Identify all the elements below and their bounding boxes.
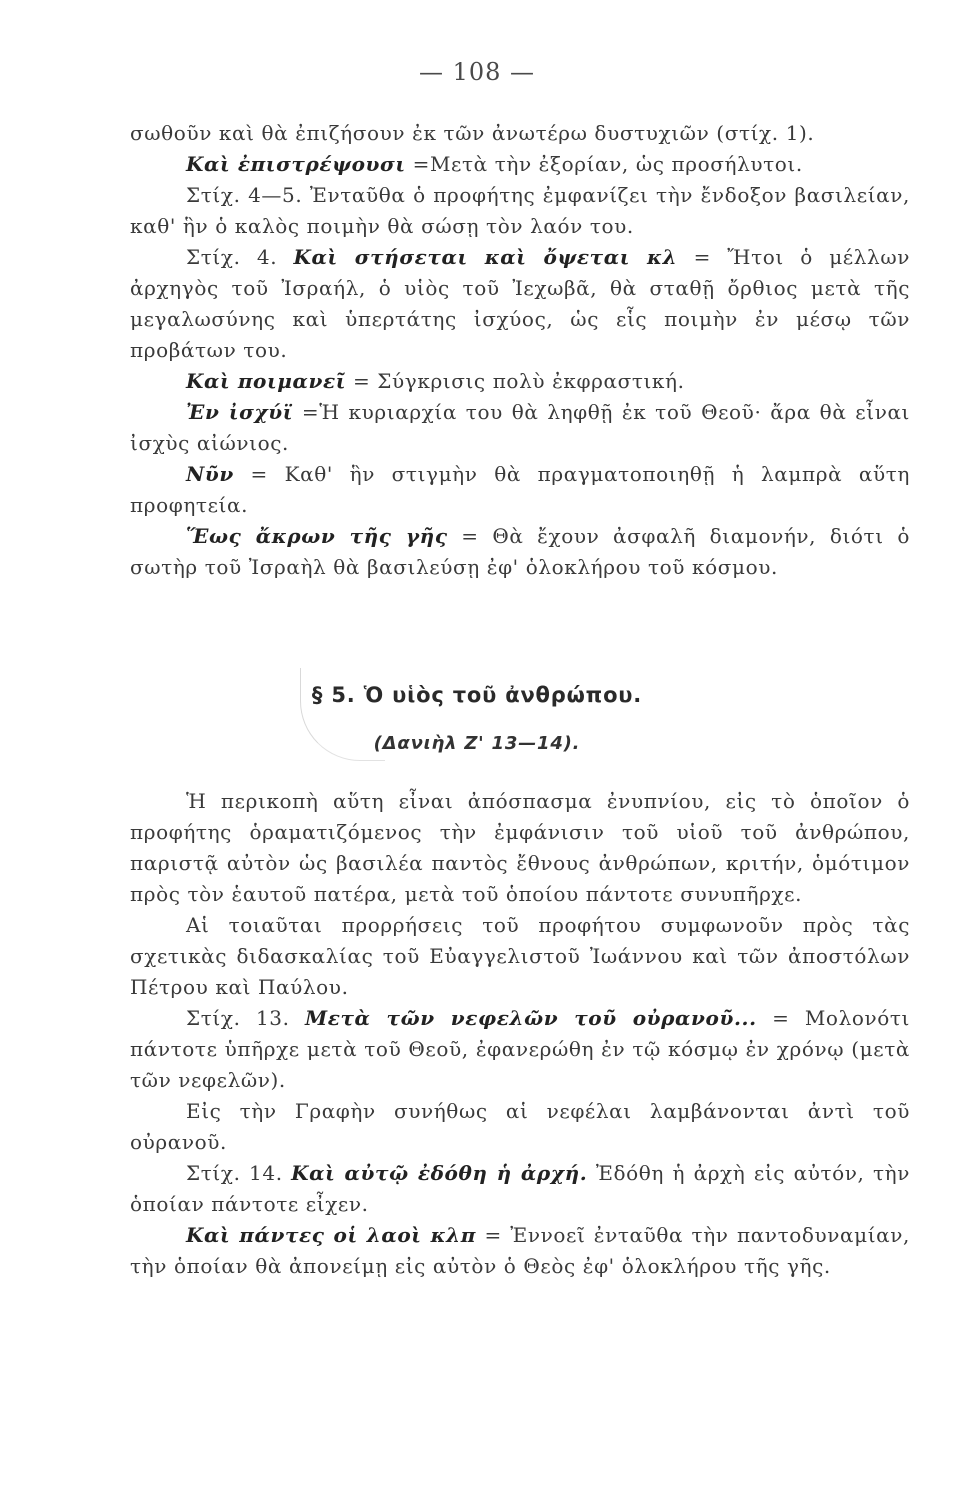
verse-reference: Στίχ. 13.: [186, 1006, 305, 1030]
paragraph: [130, 397, 910, 459]
paragraph: [130, 149, 910, 180]
paragraph-text: Στίχ. 4—5. Ἐνταῦθα ὁ προφήτης ἐμφανίζει τὴν ἔνδοξον βασιλείαν, καθ' ἣν ὁ καλὸς ποιμὴν θὰ σώσῃ τὸν λαόν του.: [130, 183, 910, 238]
paragraph: [130, 910, 910, 1003]
paragraph: [130, 1220, 910, 1282]
paragraph-text: Ἐδόθη ἡ ἀρχὴ εἰς αὐτόν, τὴν ὁποίαν πάντοτε εἶχεν.: [130, 1161, 911, 1216]
paragraph-text: Ἡ περικοπὴ αὕτη εἶναι ἀπόσπασμα ἐνυπνίου, εἰς τὸ ὁποῖον ὁ προφήτης ὁραματιζόμενος τὴν ἐμφάνισιν τοῦ υἱοῦ τοῦ ἀνθρώπου, παριστᾷ αὐτὸν ὡς βασιλέα παντὸς ἔθνους ἀνθρώπων, κριτήν, ὁμότιμον πρὸς τὸν ἑαυτοῦ πατέρα, μετὰ τοῦ ὁποίου πάντοτε συνυπῆρχε.: [130, 789, 910, 906]
paragraph: [130, 459, 910, 521]
paragraph-text: Εἰς τὴν Γραφὴν συνήθως αἱ νεφέλαι λαμβάνονται ἀντὶ τοῦ οὐρανοῦ.: [130, 1099, 910, 1154]
paragraph-text: = Ἐννοεῖ ἐνταῦθα τὴν παντοδυναμίαν, τὴν ὁποίαν θὰ ἀπονείμῃ εἰς αὐτὸν ὁ Θεὸς ἐφ' ὁλοκλήρου τῆς γῆς.: [130, 1223, 910, 1278]
lemma: Μετὰ τῶν νεφελῶν τοῦ οὐρανοῦ...: [304, 1006, 757, 1030]
paragraph: [130, 521, 910, 583]
lemma: Ἐν ἰσχύϊ: [186, 400, 294, 424]
section-heading: § 5. Ὁ υἱὸς τοῦ ἀνθρώπου.: [311, 683, 643, 707]
commentary-text-upper: [130, 118, 910, 583]
paragraph: [130, 180, 910, 242]
paragraph-text: = Μολονότι πάντοτε ὑπῆρχε μετὰ τοῦ Θεοῦ, ἐφανερώθη ἐν τῷ κόσμῳ ἐν χρόνῳ (μετὰ τῶν νεφελῶν).: [130, 1006, 910, 1092]
paragraph-text: =Μετὰ τὴν ἐξορίαν, ὡς προσήλυτοι.: [405, 152, 803, 176]
paragraph: [130, 118, 910, 149]
paragraph: [130, 366, 910, 397]
paragraph-text: = Ἤτοι ὁ μέλλων ἀρχηγὸς τοῦ Ἰσραήλ, ὁ υἱὸς τοῦ Ἰεχωβᾶ, θὰ σταθῇ ὄρθιος μετὰ τῆς μεγαλωσύνης καὶ ὑπερτάτης ἰσχύος, ὡς εἷς ποιμὴν ἐν μέσῳ τῶν προβάτων του.: [130, 245, 910, 362]
paragraph-text: = Καθ' ἣν στιγμὴν θὰ πραγματοποιηθῇ ἡ λαμπρὰ αὕτη προφητεία.: [130, 462, 910, 517]
verse-reference: Στίχ. 14.: [186, 1161, 292, 1185]
lemma: Καὶ αὐτῷ ἐδόθη ἡ ἀρχή.: [291, 1161, 588, 1185]
paragraph: [130, 1096, 910, 1158]
lemma: Καὶ πάντες οἱ λαοὶ κλπ: [186, 1223, 477, 1247]
paragraph: [130, 242, 910, 366]
commentary-text-lower: [130, 786, 910, 1282]
verse-reference: Στίχ. 4.: [186, 245, 294, 269]
paragraph-text: σωθοῦν καὶ θὰ ἐπιζήσουν ἐκ τῶν ἀνωτέρω δυστυχιῶν (στίχ. 1).: [130, 121, 815, 145]
lemma: Ἕως ἄκρων τῆς γῆς: [186, 524, 448, 548]
lemma: Καὶ ποιμανεῖ: [186, 369, 347, 393]
paragraph: [130, 786, 910, 910]
page-number: — 108 —: [418, 58, 536, 86]
section-subheading: (Δανιὴλ Ζ' 13—14).: [373, 733, 581, 754]
lemma: Νῦν: [186, 462, 234, 486]
paragraph-text: = Σύγκρισις πολὺ ἐκφραστική.: [346, 369, 685, 393]
lemma: Καὶ στήσεται καὶ ὄψεται κλ: [293, 245, 678, 269]
paragraph-text: = Θὰ ἔχουν ἀσφαλῆ διαμονήν, διότι ὁ σωτὴρ τοῦ Ἰσραὴλ θὰ βασιλεύσῃ ἐφ' ὁλοκλήρου τοῦ κόσμου.: [130, 524, 910, 579]
lemma: Καὶ ἐπιστρέψουσι: [186, 152, 406, 176]
paragraph: [130, 1003, 910, 1096]
paragraph: [130, 1158, 910, 1220]
paragraph-text: =Ἡ κυριαρχία του θὰ ληφθῇ ἐκ τοῦ Θεοῦ· ἄρα θὰ εἶναι ἰσχὺς αἰώνιος.: [130, 400, 910, 455]
paragraph-text: Αἱ τοιαῦται προρρήσεις τοῦ προφήτου συμφωνοῦν πρὸς τὰς σχετικὰς διδασκαλίας τοῦ Εὐαγγελιστοῦ Ἰωάννου καὶ τῶν ἀποστόλων Πέτρου καὶ Παύλου.: [130, 913, 910, 999]
